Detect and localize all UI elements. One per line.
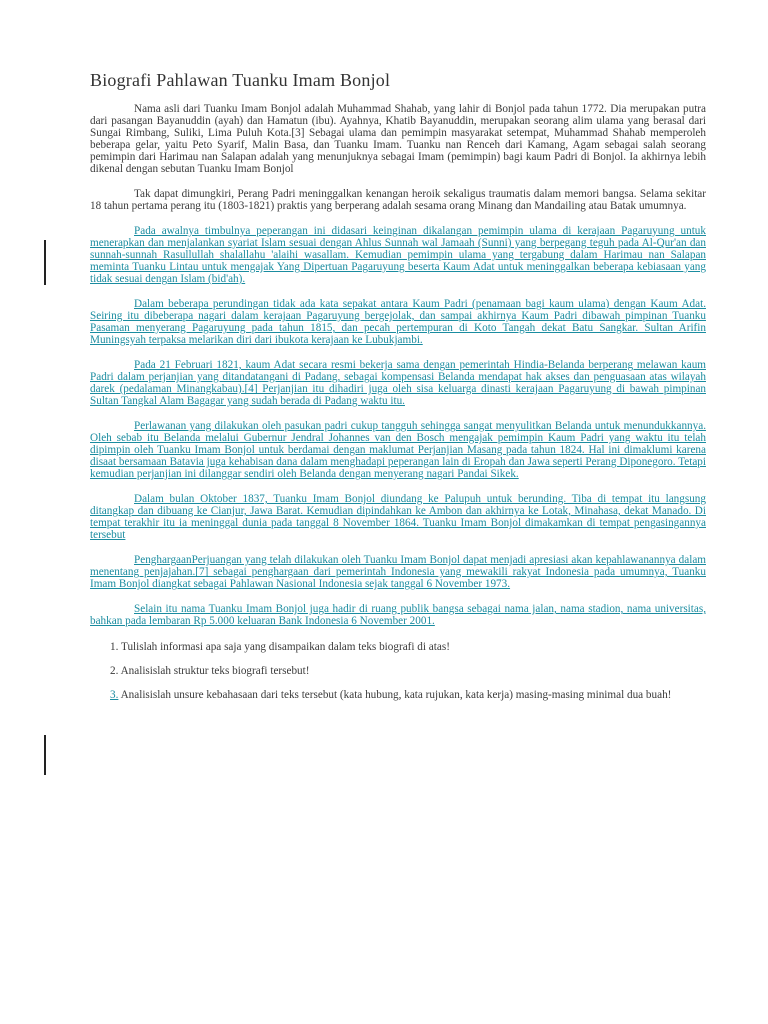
paragraph-7-link[interactable]: Dalam bulan Oktober 1837, Tuanku Imam Bonjol diundang ke Palupuh untuk berunding. Tiba di tempat itu langsung ditangkap dan dibuang ke Cianjur, Jawa Barat. Kemudian dipindahkan ke Ambon dan akhirnya ke Lotak, Minahasa, dekat Manado. Di tempat terakhir itu ia meninggal dunia pada tanggal 8 November 1864. Tuanku Imam Bonjol dimakamkan di tempat pengasingannya tersebut — [90, 493, 706, 541]
paragraph-8-link[interactable]: PenghargaanPerjuangan yang telah dilakukan oleh Tuanku Imam Bonjol dapat menjadi apresiasi akan kepahlawanannya dalam menentang penjajahan.[7] sebagai penghargaan dari pemerintah Indonesia yang mewakili rakyat Indonesia pada umumnya, Tuanku Imam Bonjol diangkat sebagai Pahlawan Nasional Indonesia sejak tanggal 6 November 1973. — [90, 554, 706, 590]
paragraph-3-link[interactable]: Pada awalnya timbulnya peperangan ini didasari keinginan dikalangan pemimpin ulama di kerajaan Pagaruyung untuk menerapkan dan menjalankan syariat Islam sesuai dengan Ahlus Sunnah wal Jamaah (Sunni) yang berpegang teguh pada Al-Qur'an dan sunnah-sunnah Rasullullah shalallahu 'alaihi wasallam. Kemudian pemimpin ulama yang tergabung dalam Harimau nan Salapan meminta Tuanku Lintau untuk mengajak Yang Dipertuan Pagaruyung beserta Kaum Adat untuk meninggalkan beberapa kebiasaan yang tidak sesuai dengan Islam (bid'ah). — [90, 225, 706, 285]
question-number: 1. — [110, 641, 119, 653]
question-number-link[interactable]: 3. — [110, 689, 119, 701]
paragraph-6-link[interactable]: Perlawanan yang dilakukan oleh pasukan padri cukup tangguh sehingga sangat menyulitkan Belanda untuk menundukkannya. Oleh sebab itu Belanda melalui Gubernur Jendral Johannes van den Bosch mengajak pemimpin Kaum Padri yang waktu itu telah dipimpin oleh Tuanku Imam Bonjol untuk berdamai dengan maklumat Perjanjian Masang pada tahun 1824. Hal ini dimaklumi karena disaat bersamaan Batavia juga kehabisan dana dalam menghadapi peperangan lain di Eropah dan Jawa seperti Perang Diponegoro. Tetapi kemudian perjanjian ini dilanggar sendiri oleh Belanda dengan menyerang nagari Pandai Sikek. — [90, 420, 706, 480]
document-title: Biografi Pahlawan Tuanku Imam Bonjol — [90, 70, 391, 90]
question-item — [90, 641, 706, 653]
question-item — [90, 689, 706, 701]
question-text: Analisislah struktur teks biografi tersebut! — [120, 665, 310, 677]
question-text: Tulislah informasi apa saja yang disampaikan dalam teks biografi di atas! — [121, 641, 450, 653]
question-number: 2. — [110, 665, 119, 677]
document-page — [90, 70, 706, 713]
question-text: Analisislah unsure kebahasaan dari teks tersebut (kata hubung, kata rujukan, kata kerja) masing-masing minimal dua buah! — [120, 689, 672, 701]
paragraph-9-link[interactable]: Selain itu nama Tuanku Imam Bonjol juga hadir di ruang publik bangsa sebagai nama jalan, nama stadion, nama universitas, bahkan pada lembaran Rp 5.000 keluaran Bank Indonesia 6 November 2001. — [90, 603, 706, 627]
paragraph-4-link[interactable]: Dalam beberapa perundingan tidak ada kata sepakat antara Kaum Padri (penamaan bagi kaum ulama) dengan Kaum Adat. Seiring itu dibeberapa nagari dalam kerajaan Pagaruyung bergejolak, dan sampai akhirnya Kaum Padri dibawah pimpinan Tuanku Pasaman menyerang Pagaruyung pada tahun 1815, dan pecah pertempuran di Koto Tangah dekat Batu Sangkar. Sultan Arifin Muningsyah terpaksa melarikan diri dari ibukota kerajaan ke Lubukjambi. — [90, 298, 706, 346]
question-list — [90, 641, 706, 701]
change-bar-bottom — [44, 735, 46, 775]
paragraph-5-link[interactable]: Pada 21 Februari 1821, kaum Adat secara resmi bekerja sama dengan pemerintah Hindia-Belanda berperang melawan kaum Padri dalam perjanjian yang ditandatangani di Padang, sebagai kompensasi Belanda mendapat hak akses dan penguasaan atas wilayah darek (pedalaman Minangkabau).[4] Perjanjian itu dihadiri juga oleh sisa keluarga dinasti kerajaan Pagaruyung di bawah pimpinan Sultan Tangkal Alam Bagagar yang sudah berada di Padang waktu itu. — [90, 359, 706, 407]
paragraph-2: Tak dapat dimungkiri, Perang Padri meninggalkan kenangan heroik sekaligus traumatis dalam memori bangsa. Selama sekitar 18 tahun pertama perang itu (1803-1821) praktis yang berperang adalah sesama orang Minang dan Mandailing atau Batak umumnya. — [90, 188, 706, 212]
change-bar-top — [44, 240, 46, 285]
question-item — [90, 665, 706, 677]
paragraph-1: Nama asli dari Tuanku Imam Bonjol adalah Muhammad Shahab, yang lahir di Bonjol pada tahun 1772. Dia merupakan putra dari pasangan Bayanuddin (ayah) dan Hamatun (ibu). Ayahnya, Khatib Bayanuddin, merupakan seorang alim ulama yang berasal dari Sungai Rimbang, Suliki, Lima Puluh Kota.[3] Sebagai ulama dan pemimpin masyarakat setempat, Muhammad Shahab memperoleh beberapa gelar, yaitu Peto Syarif, Malin Basa, dan Tuanku Imam. Tuanku nan Renceh dari Kamang, Agam sebagai salah seorang pemimpin dari Harimau nan Salapan adalah yang menunjuknya sebagai Imam (pemimpin) bagi kaum Padri di Bonjol. Ia akhirnya lebih dikenal dengan sebutan Tuanku Imam Bonjol — [90, 103, 706, 175]
